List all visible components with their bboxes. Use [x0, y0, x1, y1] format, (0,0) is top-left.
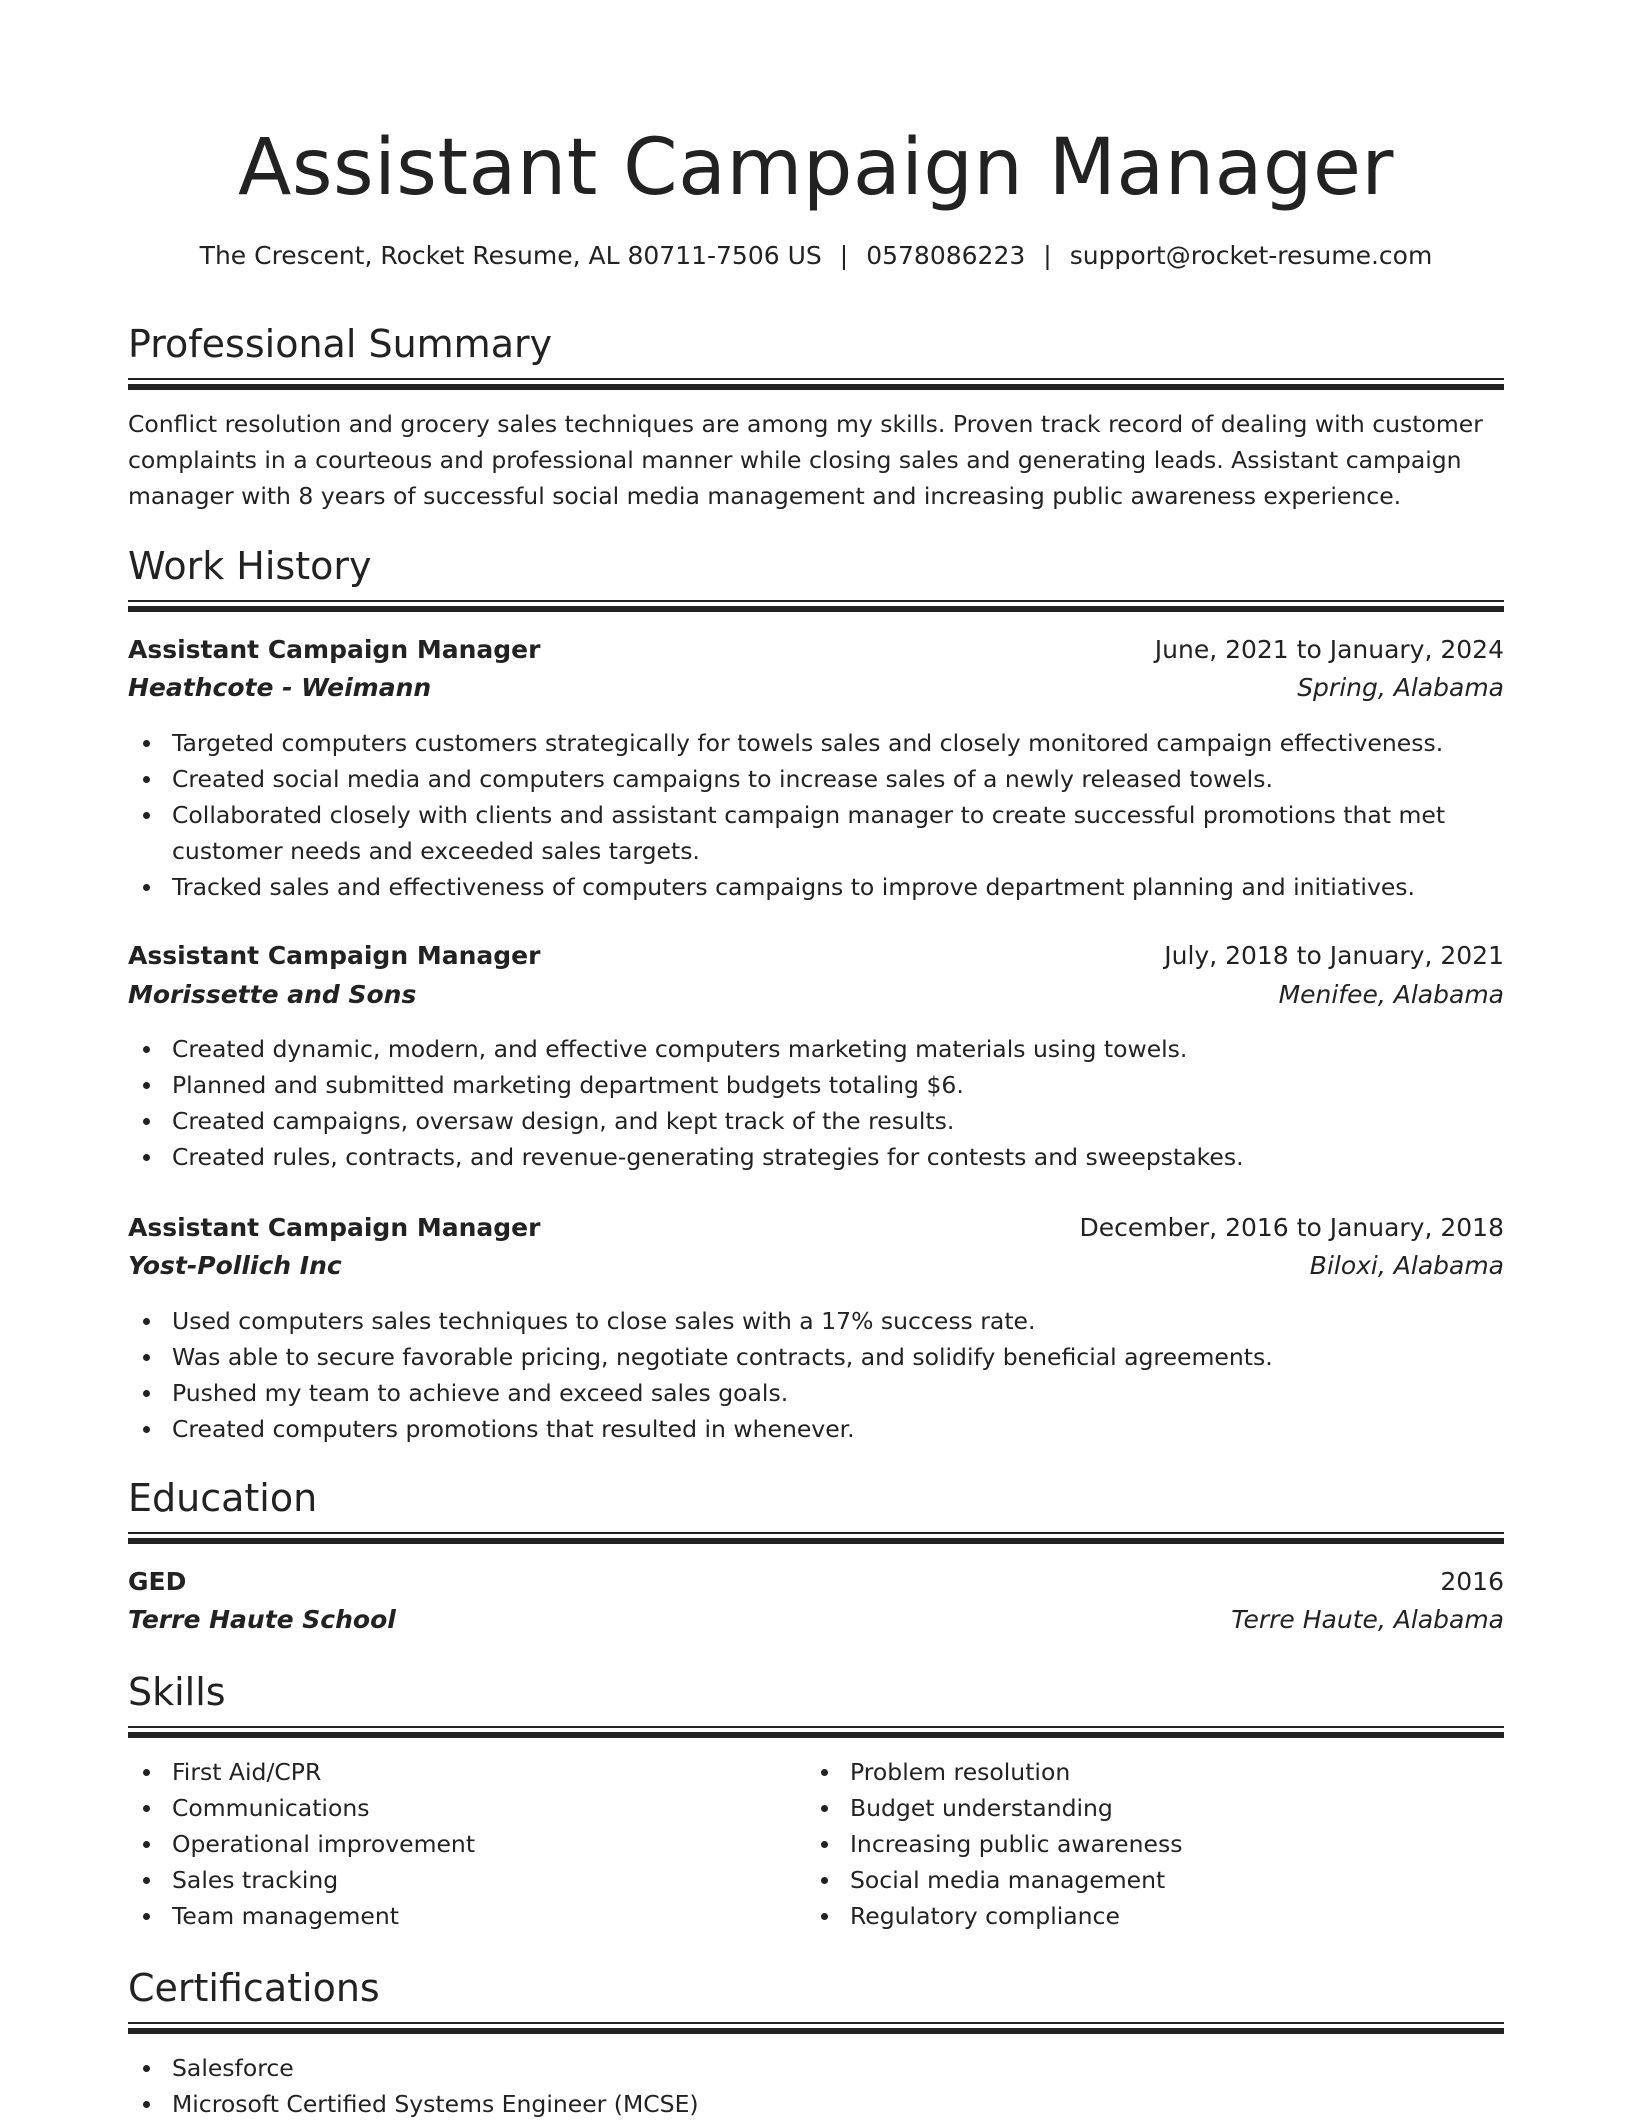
job-bullet: Used computers sales techniques to close sales with a 17% success rate. — [172, 1303, 1504, 1339]
job-bullet: Collaborated closely with clients and assistant campaign manager to create successful promotions that met customer needs and exceeded sales targets. — [172, 797, 1504, 869]
job-bullet: Planned and submitted marketing department budgets totaling $6. — [172, 1067, 1504, 1103]
skill-item: Social media management — [850, 1862, 1486, 1898]
job-location: Biloxi, Alabama — [1309, 1251, 1504, 1280]
job-dates: December, 2016 to January, 2018 — [1079, 1213, 1504, 1242]
certifications-heading: Certifications — [128, 1966, 380, 2010]
summary-heading: Professional Summary — [128, 322, 553, 366]
job-dates: July, 2018 to January, 2021 — [1164, 941, 1504, 970]
certification-item: Microsoft Certified Systems Engineer (MCSE) — [172, 2086, 1504, 2122]
job-subheader — [128, 976, 1504, 1014]
job-company: Heathcote - Weimann — [128, 673, 432, 702]
skill-item: Operational improvement — [172, 1826, 808, 1862]
contact-phone: 0578086223 — [866, 241, 1026, 270]
contact-address: The Crescent, Rocket Resume, AL 80711-7506 US — [199, 241, 822, 270]
skill-item: Increasing public awareness — [850, 1826, 1486, 1862]
education-degree: GED — [128, 1567, 187, 1596]
job-bullet: Created dynamic, modern, and effective computers marketing materials using towels. — [172, 1031, 1504, 1067]
job-header — [128, 937, 1504, 975]
section-divider — [128, 2022, 1504, 2033]
skill-item: Communications — [172, 1790, 808, 1826]
skill-item: First Aid/CPR — [172, 1754, 808, 1790]
certification-item: Salesforce — [172, 2050, 1504, 2086]
education-subheader — [128, 1601, 1504, 1639]
job-title: Assistant Campaign Manager — [128, 635, 541, 664]
education-heading: Education — [128, 1476, 318, 1520]
contact-line — [128, 238, 1504, 274]
job-company: Morissette and Sons — [128, 980, 417, 1009]
job-dates: June, 2021 to January, 2024 — [1154, 635, 1504, 664]
skills-list-right — [806, 1754, 1486, 1934]
job-bullets — [128, 1303, 1504, 1447]
education-header — [128, 1563, 1504, 1601]
summary-text: Conflict resolution and grocery sales techniques are among my skills. Proven track record of dealing with customer complaints in a courteous and professional manner while closing sales and generating leads. Assistant campaign manager with 8 years of successful social media management and increasing public awareness experience. — [128, 410, 1483, 510]
job-company: Yost-Pollich Inc — [128, 1251, 342, 1280]
skill-item: Regulatory compliance — [850, 1898, 1486, 1934]
skill-item: Team management — [172, 1898, 808, 1934]
job-bullets — [128, 1031, 1504, 1175]
job-subheader — [128, 1247, 1504, 1285]
job-bullet: Created computers promotions that resulted in whenever. — [172, 1411, 1504, 1447]
job-bullet: Created rules, contracts, and revenue-generating strategies for contests and sweepstakes. — [172, 1139, 1504, 1175]
work-history-heading: Work History — [128, 544, 372, 588]
education-location: Terre Haute, Alabama — [1231, 1605, 1504, 1634]
job-bullet: Targeted computers customers strategically for towels sales and closely monitored campaign effectiveness. — [172, 725, 1504, 761]
section-divider — [128, 1726, 1504, 1737]
job-bullet: Tracked sales and effectiveness of computers campaigns to improve department planning and initiatives. — [172, 869, 1504, 905]
job-header — [128, 1209, 1504, 1247]
skills-list-left — [128, 1754, 808, 1934]
skill-item: Budget understanding — [850, 1790, 1486, 1826]
contact-separator: | — [839, 241, 849, 270]
job-bullet: Created social media and computers campaigns to increase sales of a newly released towels. — [172, 761, 1504, 797]
job-bullet: Pushed my team to achieve and exceed sales goals. — [172, 1375, 1504, 1411]
section-divider — [128, 600, 1504, 611]
resume-name: Assistant Campaign Manager — [238, 123, 1394, 213]
certifications-list — [128, 2050, 1504, 2122]
job-subheader — [128, 669, 1504, 707]
section-divider — [128, 378, 1504, 389]
job-location: Spring, Alabama — [1297, 673, 1504, 702]
job-title: Assistant Campaign Manager — [128, 1213, 541, 1242]
skill-item: Problem resolution — [850, 1754, 1486, 1790]
skill-item: Sales tracking — [172, 1862, 808, 1898]
job-header — [128, 631, 1504, 669]
skills-heading: Skills — [128, 1670, 226, 1714]
job-title: Assistant Campaign Manager — [128, 941, 541, 970]
job-location: Menifee, Alabama — [1278, 980, 1504, 1009]
job-bullet: Created campaigns, oversaw design, and kept track of the results. — [172, 1103, 1504, 1139]
education-school: Terre Haute School — [128, 1605, 396, 1634]
contact-email[interactable]: support@rocket-resume.com — [1069, 241, 1433, 270]
section-divider — [128, 1532, 1504, 1543]
contact-separator: | — [1043, 241, 1052, 270]
job-bullets — [128, 725, 1504, 905]
education-year: 2016 — [1440, 1567, 1504, 1596]
job-bullet: Was able to secure favorable pricing, negotiate contracts, and solidify beneficial agreements. — [172, 1339, 1504, 1375]
